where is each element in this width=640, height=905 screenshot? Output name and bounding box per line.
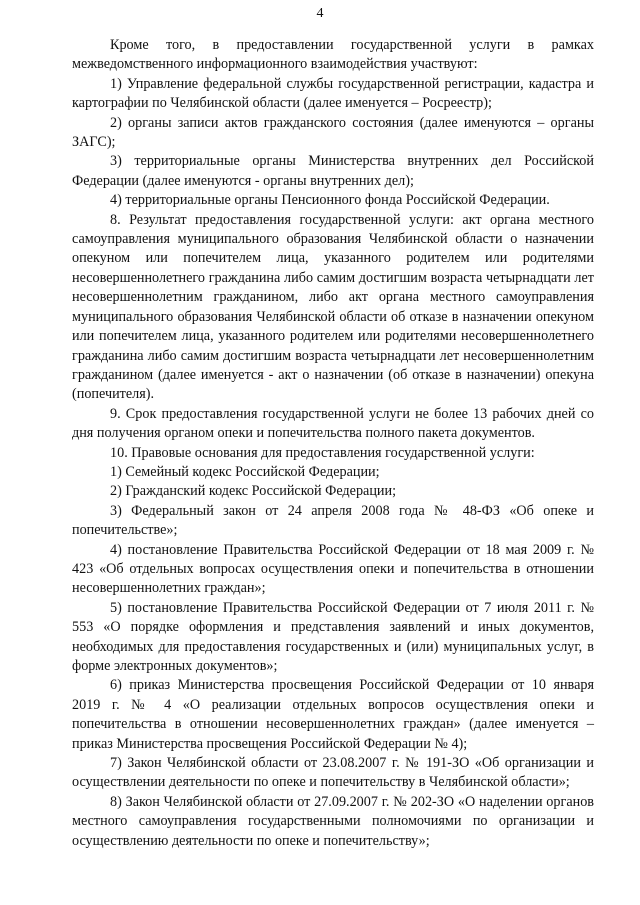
paragraph-law-191: 7) Закон Челябинской области от 23.08.2007 г. № 191-ЗО «Об организации и осуществлении деятельности по опеке и попечительству в Челябинской области»;: [72, 755, 594, 791]
paragraph-pension-fund: 4) территориальные органы Пенсионного фонда Российской Федерации.: [110, 192, 550, 209]
paragraph-resolution-553: 5) постановление Правительства Российской Федерации от 7 июля 2011 г. № 553 «О порядке оформления и представления заявлений и иных документов, необходимых для предоставления государственных и (или) муниципальных услуг, в форме электронных документов»;: [72, 599, 594, 674]
paragraph-resolution-423: 4) постановление Правительства Российской Федерации от 18 мая 2009 г. № 423 «Об отдельных вопросах осуществления опеки и попечительства в отношении несовершеннолетних граждан»;: [72, 541, 594, 597]
paragraph-interagency-participants: Кроме того, в предоставлении государственной услуги в рамках межведомственного информационного взаимодействия участвуют:: [72, 37, 594, 73]
paragraph-legal-basis-heading: 10. Правовые основания для предоставления государственной услуги:: [110, 444, 535, 461]
paragraph-service-result: 8. Результат предоставления государственной услуги: акт органа местного самоуправления муниципального образования Челябинской области о назначении опекуном или попечителем лица, указанного родителем или родителями несовершеннолетнего гражданина либо самим достигшим возраста четырнадцати лет несовершеннолетним гражданином, либо акт органа местного самоуправления муниципального образования Челябинской области об отказе в назначении опекуном или попечителем лица, указанного родителем или родителями несовершеннолетнего гражданина либо самим достигшим возраста четырнадцати лет несовершеннолетним гражданином (далее именуется - акт о назначении (об отказе в назначении) опекуна (попечителя).: [72, 211, 594, 403]
document-body: [72, 36, 594, 851]
page-number: 4: [316, 6, 324, 21]
paragraph-civil-code: 2) Гражданский кодекс Российской Федерации;: [110, 483, 397, 500]
paragraph-family-code: 1) Семейный кодекс Российской Федерации;: [110, 463, 380, 480]
paragraph-law-202: 8) Закон Челябинской области от 27.09.2007 г. № 202-ЗО «О наделении органов местного самоуправления государственными полномочиями по организации и осуществлению деятельности по опеке и попечительству»;: [72, 793, 594, 849]
paragraph-rosreestr: 1) Управление федеральной службы государственной регистрации, кадастра и картографии по Челябинской области (далее именуется – Росреестр);: [72, 75, 594, 112]
paragraph-mvd: 3) территориальные органы Министерства внутренних дел Российской Федерации (далее именуются - органы внутренних дел);: [72, 153, 594, 189]
paragraph-order-4: 6) приказ Министерства просвещения Российской Федерации от 10 января 2019 г. № 4 «О реализации отдельных вопросов осуществления опеки и попечительства в отношении несовершеннолетних граждан» (далее именуется – приказ Министерства просвещения Российской Федерации № 4);: [72, 677, 594, 752]
paragraph-zags: 2) органы записи актов гражданского состояния (далее именуются – органы ЗАГС);: [72, 114, 594, 151]
paragraph-federal-law-48: 3) Федеральный закон от 24 апреля 2008 года № 48-ФЗ «Об опеке и попечительстве»;: [72, 502, 594, 539]
paragraph-service-term: 9. Срок предоставления государственной услуги не более 13 рабочих дней со дня получения органом опеки и попечительства полного пакета документов.: [72, 405, 594, 442]
